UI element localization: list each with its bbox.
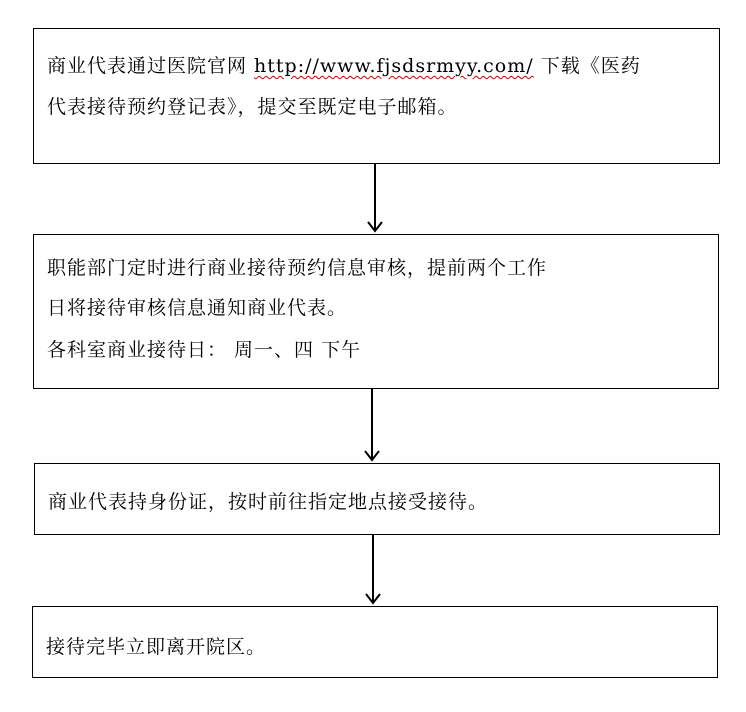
step-1-text-before-url: 商业代表通过医院官网 <box>47 55 255 77</box>
step-2-line-3: 各科室商业接待日： 周一、四 下午 <box>47 339 362 361</box>
flow-step-4-box <box>32 606 718 678</box>
step-1-text-after-url: 下载《医药 <box>533 55 641 77</box>
flow-step-1-box <box>33 28 720 164</box>
flow-step-3-box <box>34 463 720 535</box>
flow-step-2-box <box>33 234 719 389</box>
flow-arrow-2 <box>362 389 382 463</box>
step-3-line-1: 商业代表持身份证，按时前往指定地点接受接待。 <box>48 491 489 513</box>
step-1-line-2: 代表接待预约登记表》，提交至既定电子邮箱。 <box>47 96 458 118</box>
step-1-line-1 <box>47 51 641 78</box>
step-4-line-1: 接待完毕立即离开院区。 <box>46 636 267 658</box>
step-2-line-2: 日将接待审核信息通知商业代表。 <box>47 297 348 319</box>
hospital-website-link[interactable]: http://www.fjsdsrmyy.com/ <box>254 55 534 77</box>
step-2-line-1: 职能部门定时进行商业接待预约信息审核，提前两个工作 <box>47 257 548 279</box>
flow-arrow-1 <box>365 164 385 234</box>
flow-arrow-3 <box>363 535 383 606</box>
